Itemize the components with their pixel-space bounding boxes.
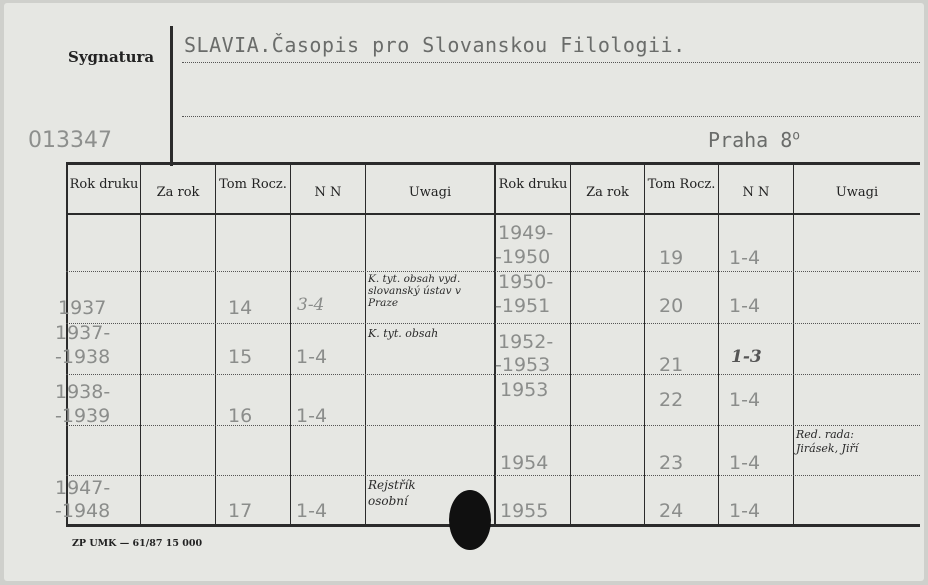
- header-za-rok-right: Za rok: [586, 185, 629, 200]
- title-line-1: [182, 62, 920, 63]
- row-line-1: [66, 271, 920, 272]
- right-row2-nn: 1-4: [729, 295, 761, 317]
- left-row2-nn: 1-4: [296, 346, 328, 368]
- right-row1-rok-a: 1949-: [498, 222, 554, 244]
- left-row3-nn: 1-4: [296, 405, 328, 427]
- print-imprint: ZP UMK — 61/87 15 000: [72, 538, 203, 549]
- col-line-middle: [494, 162, 496, 527]
- header-uwagi-right: Uwagi: [835, 185, 879, 200]
- punch-hole: [449, 490, 491, 550]
- col-line-6: [570, 162, 571, 527]
- left-row3-rok-a: 1938-: [55, 381, 111, 403]
- right-row6-nn: 1-4: [729, 500, 761, 522]
- col-line-7: [644, 162, 645, 527]
- col-line-2: [215, 162, 216, 527]
- title-line-2: [182, 116, 920, 117]
- right-row1-tom: 19: [659, 247, 684, 269]
- place-of-publication: [708, 128, 800, 152]
- left-row4-nn: 1-4: [296, 500, 328, 522]
- right-row3-tom: 21: [659, 354, 684, 376]
- signature-divider: [170, 26, 173, 166]
- header-tom-rocz-right: Tom Rocz.: [647, 177, 716, 192]
- accession-number: 013347: [28, 128, 112, 153]
- table-bottom-border: [66, 524, 920, 527]
- header-za-rok: Za rok: [156, 185, 200, 200]
- left-row1-nn: 3-4: [297, 295, 325, 315]
- left-row2-tom: 15: [228, 346, 253, 368]
- row-line-5: [66, 475, 920, 476]
- left-row1-rok: 1937: [58, 297, 107, 319]
- left-row2-rok-b: -1938: [55, 346, 111, 368]
- right-row2-rok-a: 1950-: [498, 271, 554, 293]
- right-row6-rok: 1955: [500, 500, 549, 522]
- left-row4-uwagi-b: osobní: [368, 494, 408, 508]
- col-line-8: [718, 162, 719, 527]
- left-row1-tom: 14: [228, 297, 253, 319]
- right-row1-rok-b: -1950: [495, 246, 551, 268]
- col-line-9: [793, 162, 794, 527]
- header-uwagi: Uwagi: [408, 185, 452, 200]
- right-row1-nn: 1-4: [729, 247, 761, 269]
- left-row3-tom: 16: [228, 405, 253, 427]
- table-header-border: [66, 213, 920, 215]
- col-line-4: [365, 162, 366, 527]
- row-line-2: [66, 323, 920, 324]
- right-row3-nn: 1-3: [731, 347, 762, 367]
- header-rok-druku-right: Rok druku: [498, 177, 568, 192]
- left-row4-rok-a: 1947-: [55, 477, 111, 499]
- left-row4-tom: 17: [228, 500, 253, 522]
- left-row1-uwagi: K. tyt. obsah vyd. slovanský ústav v Praze: [368, 273, 461, 309]
- row-line-4: [66, 425, 920, 426]
- right-row5-uwagi-a: Red. rada:: [796, 428, 854, 441]
- place-degree: o: [792, 128, 801, 144]
- right-row5-nn: 1-4: [729, 452, 761, 474]
- right-row3-rok-b: -1953: [495, 354, 551, 376]
- col-line-1: [140, 162, 141, 527]
- right-row4-rok: 1953: [500, 379, 549, 401]
- right-row6-tom: 24: [659, 500, 684, 522]
- header-tom-rocz: Tom Rocz.: [219, 177, 287, 192]
- right-row4-tom: 22: [659, 389, 684, 411]
- right-row5-uwagi-b: Jirásek, Jiří: [796, 442, 859, 455]
- left-row2-uwagi: K. tyt. obsah: [368, 327, 439, 340]
- header-rok-druku: Rok druku: [69, 177, 139, 192]
- right-row4-nn: 1-4: [729, 389, 761, 411]
- right-row2-tom: 20: [659, 295, 684, 317]
- col-line-3: [290, 162, 291, 527]
- right-row5-rok: 1954: [500, 452, 549, 474]
- right-row5-tom: 23: [659, 452, 684, 474]
- journal-title: SLAVIA.Časopis pro Slovanskou Filologii.: [184, 33, 686, 57]
- table-top-border: [66, 162, 920, 165]
- place-text: Praha 8: [708, 128, 793, 152]
- left-row4-uwagi-a: Rejstřík: [368, 478, 416, 492]
- header-nn-right: N N: [742, 185, 770, 200]
- right-row3-rok-a: 1952-: [498, 331, 554, 353]
- header-nn: N N: [314, 185, 342, 200]
- right-row2-rok-b: -1951: [495, 295, 551, 317]
- left-row3-rok-b: -1939: [55, 405, 111, 427]
- row-line-3: [66, 374, 920, 375]
- col-line-0: [66, 162, 68, 527]
- left-row4-rok-b: -1948: [55, 500, 111, 522]
- left-row2-rok-a: 1937-: [55, 322, 111, 344]
- signature-label: Sygnatura: [68, 48, 155, 66]
